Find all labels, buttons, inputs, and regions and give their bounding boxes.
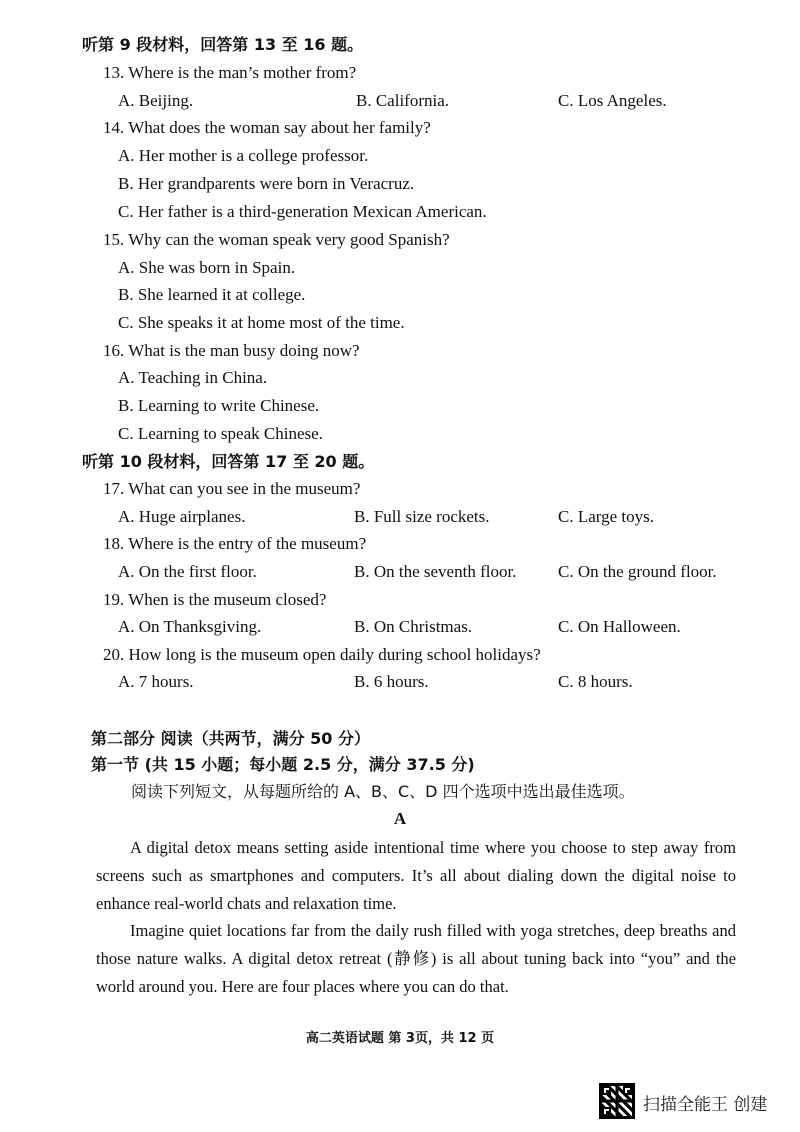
option-17-a: A. Huge airplanes. bbox=[118, 507, 246, 526]
option-18-a: A. On the first floor. bbox=[118, 562, 257, 581]
option-13-c: C. Los Angeles. bbox=[558, 91, 667, 110]
scanner-watermark: 扫描全能王 创建 bbox=[643, 1095, 768, 1115]
part2-instruction: 阅读下列短文，从每题所给的 A、B、C、D 四个选项中选出最佳选项。 bbox=[131, 782, 635, 801]
option-15-b: B. She learned it at college. bbox=[118, 285, 306, 304]
option-20-c: C. 8 hours. bbox=[558, 672, 633, 691]
part2-title: 第二部分 阅读（共两节，满分 50 分） bbox=[91, 729, 370, 748]
option-14-a: A. Her mother is a college professor. bbox=[118, 146, 369, 165]
option-16-b: B. Learning to write Chinese. bbox=[118, 396, 320, 415]
question-13: 13. Where is the man’s mother from? bbox=[103, 63, 357, 82]
section-heading-9: 听第 9 段材料，回答第 13 至 16 题。 bbox=[82, 35, 364, 54]
passage-paragraph-1: A digital detox means setting aside intentional time where you choose to step away from screens such as smartphones and computers. It’s all about dialing down the digital noise to enhance real-world chats and relaxation time. bbox=[96, 838, 736, 913]
option-15-a: A. She was born in Spain. bbox=[118, 258, 296, 277]
question-16: 16. What is the man busy doing now? bbox=[103, 341, 360, 360]
option-19-a: A. On Thanksgiving. bbox=[118, 617, 262, 636]
option-16-c: C. Learning to speak Chinese. bbox=[118, 424, 323, 443]
question-20: 20. How long is the museum open daily during school holidays? bbox=[103, 645, 541, 664]
question-19: 19. When is the museum closed? bbox=[103, 590, 327, 609]
option-14-c: C. Her father is a third-generation Mexican American. bbox=[118, 202, 487, 221]
option-17-c: C. Large toys. bbox=[558, 507, 655, 526]
option-16-a: A. Teaching in China. bbox=[118, 368, 268, 387]
option-15-c: C. She speaks it at home most of the time. bbox=[118, 313, 405, 332]
question-18: 18. Where is the entry of the museum? bbox=[103, 534, 367, 553]
passage-paragraph-2: Imagine quiet locations far from the daily rush filled with yoga stretches, deep breaths and those nature walks. A digital detox retreat (静修) is all about tuning back into “you” and the world around you. Here are four places where you can do that. bbox=[96, 921, 736, 996]
question-14: 14. What does the woman say about her family? bbox=[103, 118, 431, 137]
option-18-c: C. On the ground floor. bbox=[558, 562, 717, 581]
section-heading-10: 听第 10 段材料，回答第 17 至 20 题。 bbox=[82, 452, 375, 471]
option-14-b: B. Her grandparents were born in Veracruz. bbox=[118, 174, 415, 193]
option-13-a: A. Beijing. bbox=[118, 91, 194, 110]
option-20-a: A. 7 hours. bbox=[118, 672, 194, 691]
option-13-b: B. California. bbox=[356, 91, 450, 110]
qr-code-icon bbox=[599, 1083, 635, 1119]
option-20-b: B. 6 hours. bbox=[354, 672, 429, 691]
part2-section1: 第一节 (共 15 小题；每小题 2.5 分，满分 37.5 分) bbox=[91, 755, 475, 774]
question-17: 17. What can you see in the museum? bbox=[103, 479, 361, 498]
option-19-c: C. On Halloween. bbox=[558, 617, 681, 636]
option-19-b: B. On Christmas. bbox=[354, 617, 473, 636]
option-18-b: B. On the seventh floor. bbox=[354, 562, 517, 581]
question-15: 15. Why can the woman speak very good Spanish? bbox=[103, 230, 450, 249]
option-17-b: B. Full size rockets. bbox=[354, 507, 490, 526]
passage-label: A bbox=[393, 809, 407, 828]
page-footer: 高二英语试题 第 3页，共 12 页 bbox=[305, 1031, 495, 1046]
